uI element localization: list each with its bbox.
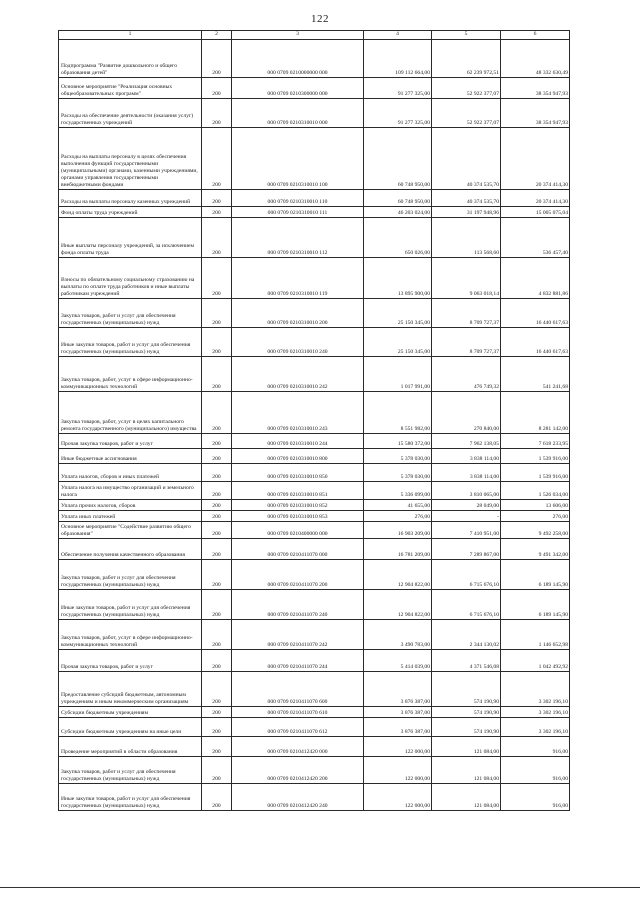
row-kbk-cell: 000 0709 0210310010 200 — [232, 299, 364, 328]
row-code-cell: 200 — [202, 357, 232, 392]
row-name-cell: Иные выплаты персоналу учреждений, за исключением фонда оплаты труда — [59, 218, 202, 258]
row-code-cell: 200 — [202, 40, 232, 78]
row-kbk-cell: 000 0709 0210411070 240 — [232, 590, 364, 620]
row-unexecuted-cell: 916,00 — [501, 737, 570, 757]
row-executed-cell: 476 749,32 — [432, 357, 501, 392]
row-kbk-cell: 000 0709 0210310010 244 — [232, 434, 364, 449]
row-code-cell: 200 — [202, 650, 232, 672]
row-kbk-cell: 000 0709 0210310010 110 — [232, 190, 364, 207]
table-row — [59, 258, 570, 299]
row-name-cell: Основное мероприятие "Реализация основных общеобразовательных программ" — [59, 78, 202, 99]
row-unexecuted-cell: 6 189 145,90 — [501, 590, 570, 620]
row-executed-cell: 7 410 951,00 — [432, 522, 501, 539]
row-name-cell: Закупка товаров, работ, услуг в целях капитального ремонта государственного (муниципального) имущества — [59, 392, 202, 434]
table-row — [59, 784, 570, 811]
table-row — [59, 218, 570, 258]
row-name-cell: Прочая закупка товаров, работ и услуг — [59, 434, 202, 449]
row-executed-cell: 574 190,90 — [432, 707, 501, 718]
table-row — [59, 464, 570, 482]
row-unexecuted-cell: 1 146 652,98 — [501, 620, 570, 650]
row-unexecuted-cell: 9 491 342,00 — [501, 539, 570, 560]
row-executed-cell: 6 715 676,10 — [432, 590, 501, 620]
row-approved-cell: 91 277 325,00 — [364, 78, 432, 99]
table-row — [59, 590, 570, 620]
bottom-rule — [0, 887, 640, 888]
row-approved-cell: 41 655,00 — [364, 500, 432, 511]
table-row — [59, 357, 570, 392]
row-code-cell: 200 — [202, 207, 232, 218]
row-executed-cell: 113 568,60 — [432, 218, 501, 258]
table-row — [59, 718, 570, 737]
row-approved-cell: 91 277 325,00 — [364, 99, 432, 128]
row-code-cell: 200 — [202, 328, 232, 357]
row-code-cell: 200 — [202, 784, 232, 811]
row-code-cell: 200 — [202, 511, 232, 522]
row-kbk-cell: 000 0709 0210411070 244 — [232, 650, 364, 672]
row-executed-cell: 270 840,00 — [432, 392, 501, 434]
table-row — [59, 328, 570, 357]
row-executed-cell: 7 289 867,00 — [432, 539, 501, 560]
table-row — [59, 560, 570, 590]
row-code-cell: 200 — [202, 128, 232, 190]
row-code-cell: 200 — [202, 464, 232, 482]
row-kbk-cell: 000 0709 0210411070 242 — [232, 620, 364, 650]
row-unexecuted-cell: 38 354 947,93 — [501, 78, 570, 99]
table-row — [59, 128, 570, 190]
row-approved-cell: 25 150 345,00 — [364, 328, 432, 357]
row-approved-cell: 15 580 372,00 — [364, 434, 432, 449]
table-row — [59, 392, 570, 434]
header-cell: 1 — [59, 31, 202, 40]
row-name-cell: Закупка товаров, работ, услуг в сфере информационно-коммуникационных технологий — [59, 357, 202, 392]
row-unexecuted-cell: 1 526 034,00 — [501, 482, 570, 500]
row-approved-cell: 12 904 822,00 — [364, 590, 432, 620]
row-kbk-cell: 000 0709 0210411070 610 — [232, 707, 364, 718]
table-row — [59, 40, 570, 78]
table-row — [59, 620, 570, 650]
table-row — [59, 434, 570, 449]
table-row — [59, 522, 570, 539]
row-unexecuted-cell: 15 005 075,04 — [501, 207, 570, 218]
row-unexecuted-cell: 1 539 916,00 — [501, 449, 570, 464]
row-name-cell: Прочая закупка товаров, работ и услуг — [59, 650, 202, 672]
row-executed-cell: 31 197 948,96 — [432, 207, 501, 218]
table-row — [59, 299, 570, 328]
row-kbk-cell: 000 0709 0210411070 000 — [232, 539, 364, 560]
row-code-cell: 200 — [202, 707, 232, 718]
row-code-cell: 200 — [202, 392, 232, 434]
row-kbk-cell: 000 0709 0210000000 000 — [232, 40, 364, 78]
row-kbk-cell: 000 0709 0210310010 853 — [232, 511, 364, 522]
row-approved-cell: 13 895 900,00 — [364, 258, 432, 299]
row-code-cell: 200 — [202, 737, 232, 757]
row-unexecuted-cell: 541 241,68 — [501, 357, 570, 392]
row-kbk-cell: 000 0709 0210310010 112 — [232, 218, 364, 258]
page-number: 122 — [311, 13, 329, 25]
row-kbk-cell: 000 0709 0210310010 000 — [232, 99, 364, 128]
row-code-cell: 200 — [202, 522, 232, 539]
row-unexecuted-cell: 6 189 145,90 — [501, 560, 570, 590]
row-name-cell: Взносы по обязательному социальному страхованию на выплаты по оплате труда работников и иные выплаты работникам учреждений — [59, 258, 202, 299]
row-executed-cell: 8 709 727,37 — [432, 299, 501, 328]
table-row — [59, 539, 570, 560]
row-code-cell: 200 — [202, 99, 232, 128]
row-code-cell: 200 — [202, 590, 232, 620]
row-name-cell: Уплата иных платежей — [59, 511, 202, 522]
row-name-cell: Иные бюджетные ассигнования — [59, 449, 202, 464]
row-kbk-cell: 000 0709 0210310010 100 — [232, 128, 364, 190]
row-code-cell: 200 — [202, 672, 232, 707]
row-approved-cell: 122 000,00 — [364, 784, 432, 811]
table-row — [59, 672, 570, 707]
row-executed-cell: 121 084,00 — [432, 737, 501, 757]
row-unexecuted-cell: 276,00 — [501, 511, 570, 522]
row-executed-cell: 28 049,00 — [432, 500, 501, 511]
row-name-cell: Уплата налогов, сборов и иных платежей — [59, 464, 202, 482]
row-approved-cell: 25 150 345,00 — [364, 299, 432, 328]
row-name-cell: Закупка товаров, работ и услуг для обеспечения государственных (муниципальных) нужд — [59, 560, 202, 590]
row-approved-cell: 5 414 039,00 — [364, 650, 432, 672]
row-unexecuted-cell: 1 042 492,92 — [501, 650, 570, 672]
row-kbk-cell: 000 0709 0210400000 000 — [232, 522, 364, 539]
row-unexecuted-cell: 4 832 881,86 — [501, 258, 570, 299]
row-code-cell: 200 — [202, 560, 232, 590]
row-unexecuted-cell: 20 374 414,30 — [501, 190, 570, 207]
row-code-cell: 200 — [202, 500, 232, 511]
row-name-cell: Закупка товаров, работ и услуг для обеспечения государственных (муниципальных) нужд — [59, 757, 202, 784]
row-unexecuted-cell: 1 539 916,00 — [501, 464, 570, 482]
row-unexecuted-cell: 916,00 — [501, 757, 570, 784]
row-code-cell: 200 — [202, 299, 232, 328]
row-executed-cell: 4 371 546,08 — [432, 650, 501, 672]
row-code-cell: 200 — [202, 620, 232, 650]
row-unexecuted-cell: 9 492 258,00 — [501, 522, 570, 539]
row-executed-cell: 3 838 114,00 — [432, 464, 501, 482]
row-kbk-cell: 000 0709 0210310010 243 — [232, 392, 364, 434]
row-code-cell: 200 — [202, 258, 232, 299]
row-approved-cell: 16 781 209,00 — [364, 539, 432, 560]
header-cell: 4 — [364, 31, 432, 40]
table-row — [59, 500, 570, 511]
row-executed-cell: 121 084,00 — [432, 784, 501, 811]
row-executed-cell: 574 190,90 — [432, 672, 501, 707]
row-kbk-cell: 000 0709 0210310010 800 — [232, 449, 364, 464]
table-row — [59, 757, 570, 784]
row-name-cell: Субсидии бюджетным учреждениям на иные цели — [59, 718, 202, 737]
row-approved-cell: 5 336 099,00 — [364, 482, 432, 500]
row-name-cell: Уплата налога на имущество организаций и земельного налога — [59, 482, 202, 500]
row-unexecuted-cell: 48 332 630,49 — [501, 40, 570, 78]
row-kbk-cell: 000 0709 0210310010 119 — [232, 258, 364, 299]
row-name-cell: Проведение мероприятий в области образования — [59, 737, 202, 757]
row-unexecuted-cell: 38 354 947,93 — [501, 99, 570, 128]
budget-table — [58, 30, 570, 811]
row-unexecuted-cell: 16 440 617,63 — [501, 299, 570, 328]
row-executed-cell: 3 838 114,00 — [432, 449, 501, 464]
row-unexecuted-cell: 20 374 414,30 — [501, 128, 570, 190]
row-name-cell: Субсидии бюджетным учреждениям — [59, 707, 202, 718]
row-code-cell: 200 — [202, 449, 232, 464]
row-approved-cell: 122 000,00 — [364, 737, 432, 757]
row-approved-cell: 60 748 950,00 — [364, 128, 432, 190]
row-approved-cell: 122 000,00 — [364, 757, 432, 784]
row-kbk-cell: 000 0709 0210310010 851 — [232, 482, 364, 500]
row-approved-cell: 3 876 387,00 — [364, 707, 432, 718]
row-name-cell: Закупка товаров, работ и услуг для обеспечения государственных (муниципальных) нужд — [59, 299, 202, 328]
row-approved-cell: 8 551 982,00 — [364, 392, 432, 434]
row-name-cell: Расходы на выплаты персоналу казенных учреждений — [59, 190, 202, 207]
row-code-cell: 200 — [202, 190, 232, 207]
row-kbk-cell: 000 0709 0210412420 200 — [232, 757, 364, 784]
row-name-cell: Иные закупки товаров, работ и услуг для обеспечения государственных (муниципальных) нужд — [59, 784, 202, 811]
row-approved-cell: 5 378 030,00 — [364, 449, 432, 464]
row-name-cell: Основное мероприятие "Содействие развитию общего образования" — [59, 522, 202, 539]
row-approved-cell: 46 203 024,00 — [364, 207, 432, 218]
row-executed-cell: 8 709 727,37 — [432, 328, 501, 357]
row-name-cell: Иные закупки товаров, работ и услуг для обеспечения государственных (муниципальных) нужд — [59, 328, 202, 357]
table-header-row — [59, 31, 570, 40]
row-kbk-cell: 000 0709 0210310010 240 — [232, 328, 364, 357]
row-unexecuted-cell: 16 440 617,63 — [501, 328, 570, 357]
row-approved-cell: 12 904 822,00 — [364, 560, 432, 590]
row-name-cell: Иные закупки товаров, работ и услуг для обеспечения государственных (муниципальных) нужд — [59, 590, 202, 620]
row-kbk-cell: 000 0709 0210310010 852 — [232, 500, 364, 511]
row-approved-cell: 109 112 664,00 — [364, 40, 432, 78]
table-row — [59, 482, 570, 500]
row-approved-cell: 16 903 209,00 — [364, 522, 432, 539]
row-code-cell: 200 — [202, 218, 232, 258]
table-row — [59, 511, 570, 522]
table-row — [59, 78, 570, 99]
row-executed-cell: 3 810 065,00 — [432, 482, 501, 500]
row-code-cell: 200 — [202, 718, 232, 737]
header-cell: 2 — [202, 31, 232, 40]
row-unexecuted-cell: 8 281 142,00 — [501, 392, 570, 434]
row-executed-cell: - — [432, 511, 501, 522]
row-kbk-cell: 000 0709 0210310010 111 — [232, 207, 364, 218]
header-cell: 3 — [232, 31, 364, 40]
row-unexecuted-cell: 7 618 233,95 — [501, 434, 570, 449]
row-approved-cell: 276,00 — [364, 511, 432, 522]
row-code-cell: 200 — [202, 434, 232, 449]
table-row — [59, 449, 570, 464]
table-row — [59, 707, 570, 718]
row-name-cell: Уплата прочих налогов, сборов — [59, 500, 202, 511]
row-kbk-cell: 000 0709 0210411070 200 — [232, 560, 364, 590]
table-row — [59, 650, 570, 672]
row-approved-cell: 650 026,00 — [364, 218, 432, 258]
row-executed-cell: 62 239 972,51 — [432, 40, 501, 78]
row-code-cell: 200 — [202, 78, 232, 99]
row-approved-cell: 3 876 387,00 — [364, 672, 432, 707]
row-unexecuted-cell: 916,00 — [501, 784, 570, 811]
row-code-cell: 200 — [202, 539, 232, 560]
table-row — [59, 99, 570, 128]
row-executed-cell: 40 374 535,70 — [432, 128, 501, 190]
header-cell: 5 — [432, 31, 501, 40]
row-kbk-cell: 000 0709 0210310010 242 — [232, 357, 364, 392]
row-name-cell: Закупка товаров, работ, услуг в сфере информационно-коммуникационных технологий — [59, 620, 202, 650]
row-unexecuted-cell: 3 302 196,10 — [501, 707, 570, 718]
row-executed-cell: 40 374 535,70 — [432, 190, 501, 207]
table-row — [59, 737, 570, 757]
row-approved-cell: 1 017 991,00 — [364, 357, 432, 392]
row-executed-cell: 2 344 130,02 — [432, 620, 501, 650]
row-approved-cell: 5 378 030,00 — [364, 464, 432, 482]
table-row — [59, 207, 570, 218]
row-unexecuted-cell: 3 302 196,10 — [501, 718, 570, 737]
row-approved-cell: 3 876 387,00 — [364, 718, 432, 737]
row-approved-cell: 3 490 783,00 — [364, 620, 432, 650]
row-unexecuted-cell: 536 457,40 — [501, 218, 570, 258]
row-name-cell: Подпрограмма "Развитие дошкольного и общего образования детей" — [59, 40, 202, 78]
row-executed-cell: 574 190,90 — [432, 718, 501, 737]
row-code-cell: 200 — [202, 757, 232, 784]
row-kbk-cell: 000 0709 0210411070 600 — [232, 672, 364, 707]
row-executed-cell: 52 922 377,07 — [432, 78, 501, 99]
row-approved-cell: 60 748 950,00 — [364, 190, 432, 207]
row-unexecuted-cell: 13 606,00 — [501, 500, 570, 511]
row-kbk-cell: 000 0709 0210300000 000 — [232, 78, 364, 99]
row-name-cell: Обеспечение получения качественного образования — [59, 539, 202, 560]
row-executed-cell: 121 084,00 — [432, 757, 501, 784]
row-name-cell: Предоставление субсидий бюджетным, автономным учреждениям и иным некоммерческим организациям — [59, 672, 202, 707]
row-executed-cell: 52 922 377,07 — [432, 99, 501, 128]
row-code-cell: 200 — [202, 482, 232, 500]
table-row — [59, 190, 570, 207]
row-kbk-cell: 000 0709 0210412420 240 — [232, 784, 364, 811]
row-name-cell: Расходы на выплаты персоналу в целях обеспечения выполнения функций государственными (муниципальными) органами, казенными учреждениями, органами управления государственными внебюджетными фондами — [59, 128, 202, 190]
row-name-cell: Фонд оплаты труда учреждений — [59, 207, 202, 218]
row-executed-cell: 6 715 676,10 — [432, 560, 501, 590]
row-executed-cell: 9 063 018,14 — [432, 258, 501, 299]
row-name-cell: Расходы на обеспечение деятельности (оказания услуг) государственных учреждений — [59, 99, 202, 128]
row-kbk-cell: 000 0709 0210412420 000 — [232, 737, 364, 757]
row-unexecuted-cell: 3 302 196,10 — [501, 672, 570, 707]
header-cell: 6 — [501, 31, 570, 40]
row-executed-cell: 7 962 138,05 — [432, 434, 501, 449]
row-kbk-cell: 000 0709 0210411070 612 — [232, 718, 364, 737]
row-kbk-cell: 000 0709 0210310010 850 — [232, 464, 364, 482]
